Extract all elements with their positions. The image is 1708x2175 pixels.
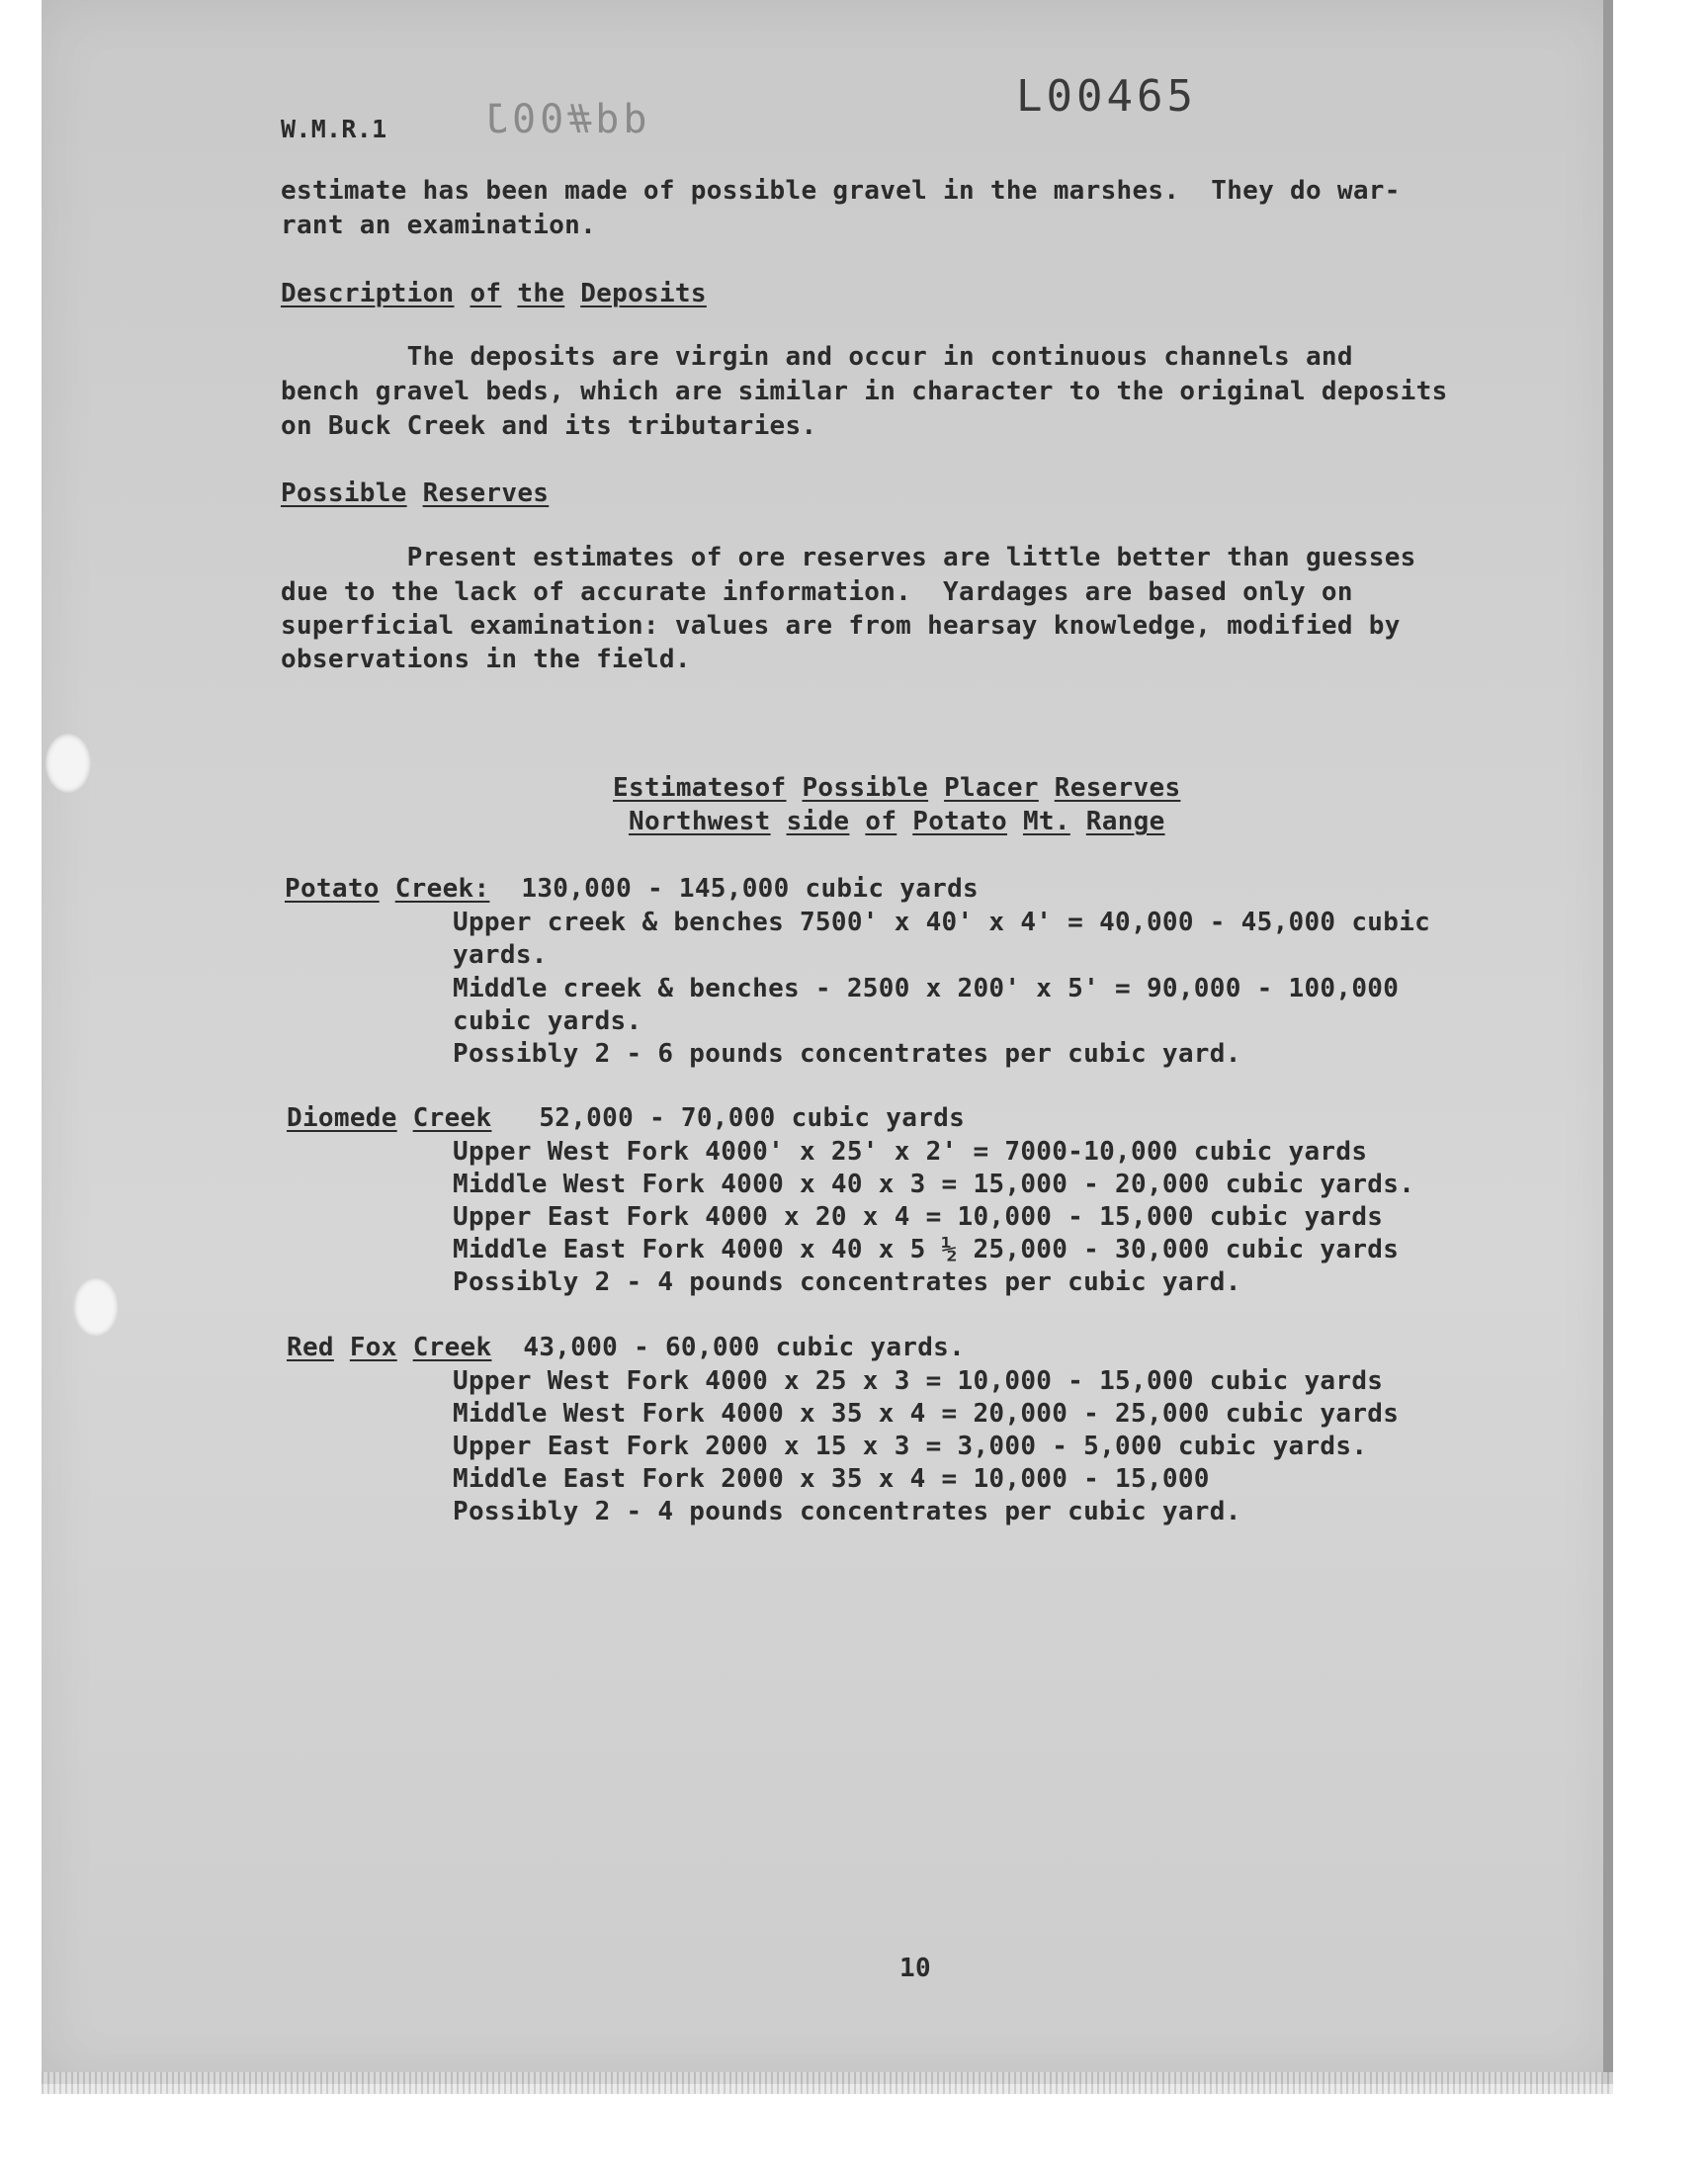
estimates-title: [613, 773, 1180, 803]
title-word: Range: [1085, 807, 1165, 836]
potato-creek-line: Middle creek & benches - 2500 x 200' x 5' = 90,000 - 100,000: [453, 974, 1400, 1003]
heading-word: of: [470, 279, 502, 308]
reserves-line: superficial examination: values are from hearsay knowledge, modified by: [281, 611, 1401, 641]
potato-creek-line: Possibly 2 - 6 pounds concentrates per cubic yard.: [453, 1039, 1241, 1069]
red-fox-creek-total: [287, 1333, 965, 1362]
heading-word: Possible: [281, 478, 407, 508]
creek-total: 130,000 - 145,000 cubic yards: [521, 874, 980, 904]
punch-hole-upper: [45, 734, 91, 793]
creek-label-word: Fox: [349, 1333, 397, 1362]
reserves-line: Present estimates of ore reserves are little better than guesses: [281, 543, 1416, 572]
red-fox-creek-line: Upper East Fork 2000 x 15 x 3 = 3,000 - 5,000 cubic yards.: [453, 1432, 1368, 1461]
potato-creek-line: Upper creek & benches 7500' x 40' x 4' = 40,000 - 45,000 cubic: [453, 908, 1431, 937]
title-word: Placer: [944, 773, 1039, 803]
description-heading: [281, 279, 707, 308]
creek-label-word: Potato: [285, 874, 380, 904]
heading-word: Reserves: [422, 478, 550, 508]
heading-word: Deposits: [580, 279, 707, 308]
title-word: Mt.: [1022, 807, 1070, 836]
title-word: Northwest: [629, 807, 771, 836]
potato-creek-total: [285, 874, 979, 904]
diomede-creek-line: Middle East Fork 4000 x 40 x 5 ½ 25,000 - 30,000 cubic yards: [453, 1235, 1400, 1264]
faint-stamp-number: dd#00J: [480, 97, 647, 142]
red-fox-creek-line: Upper West Fork 4000 x 25 x 3 = 10,000 - 15,000 cubic yards: [453, 1366, 1384, 1396]
stamp-number: L00465: [1016, 71, 1197, 122]
potato-creek-line: yards.: [453, 940, 548, 970]
heading-word: the: [517, 279, 565, 308]
title-word: Potato: [912, 807, 1007, 836]
reserves-line: due to the lack of accurate information. Yardages are based only on: [281, 577, 1353, 607]
title-word: side: [786, 807, 850, 836]
reserves-line: observations in the field.: [281, 645, 691, 674]
heading-word: Description: [281, 279, 455, 308]
creek-total: 52,000 - 70,000 cubic yards: [539, 1103, 966, 1133]
description-line: bench gravel beds, which are similar in character to the original deposits: [281, 377, 1448, 406]
title-word: of: [865, 807, 897, 836]
description-line: The deposits are virgin and occur in continuous channels and: [281, 342, 1353, 372]
description-line: on Buck Creek and its tributaries.: [281, 411, 817, 441]
intro-line: estimate has been made of possible gravel in the marshes. They do war-: [281, 176, 1401, 206]
page-edge: [1603, 0, 1613, 2084]
title-word: Estimatesof: [613, 773, 787, 803]
diomede-creek-line: Upper West Fork 4000' x 25' x 2' = 7000-10,000 cubic yards: [453, 1137, 1368, 1167]
estimates-subtitle: [629, 807, 1165, 836]
creek-label-word: Red: [287, 1333, 334, 1362]
creek-total: 43,000 - 60,000 cubic yards.: [523, 1333, 966, 1362]
diomede-creek-line: Upper East Fork 4000 x 20 x 4 = 10,000 - 15,000 cubic yards: [453, 1202, 1384, 1232]
creek-label-word: Creek: [412, 1333, 492, 1362]
potato-creek-line: cubic yards.: [453, 1006, 642, 1036]
diomede-creek-total: [287, 1103, 965, 1133]
diomede-creek-line: Possibly 2 - 4 pounds concentrates per cubic yard.: [453, 1267, 1241, 1297]
title-word: Possible: [802, 773, 929, 803]
punch-hole-lower: [73, 1277, 119, 1337]
scan-border: [42, 2072, 1613, 2094]
creek-label-word: Diomede: [287, 1103, 397, 1133]
title-word: Reserves: [1054, 773, 1181, 803]
page-number: 10: [899, 1954, 931, 1983]
intro-line: rant an examination.: [281, 211, 597, 240]
diomede-creek-line: Middle West Fork 4000 x 40 x 3 = 15,000 - 20,000 cubic yards.: [453, 1170, 1415, 1199]
red-fox-creek-line: Middle West Fork 4000 x 35 x 4 = 20,000 - 25,000 cubic yards: [453, 1399, 1400, 1429]
creek-label-word: Creek:: [394, 874, 490, 904]
red-fox-creek-line: Possibly 2 - 4 pounds concentrates per cubic yard.: [453, 1497, 1241, 1526]
reserves-heading: [281, 478, 549, 508]
document-ref: W.M.R.1: [281, 115, 387, 143]
red-fox-creek-line: Middle East Fork 2000 x 35 x 4 = 10,000 - 15,000: [453, 1464, 1210, 1494]
creek-label-word: Creek: [412, 1103, 492, 1133]
